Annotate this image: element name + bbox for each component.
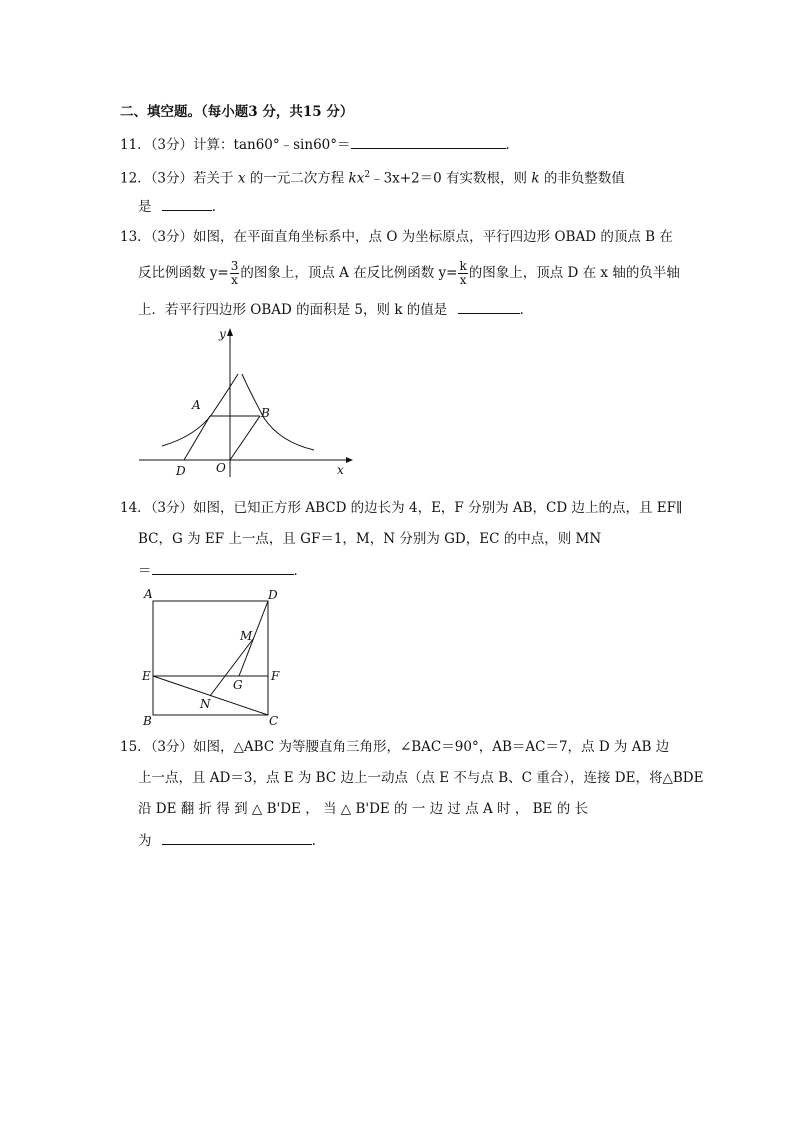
q11-end: ． bbox=[505, 137, 519, 153]
q11-number: 11． bbox=[120, 137, 151, 153]
q13-segment-AD bbox=[184, 416, 210, 460]
q13-frac2-den: x bbox=[459, 273, 467, 287]
q13-score: （3分） bbox=[150, 229, 194, 245]
question-15-line4 bbox=[138, 830, 325, 851]
question-14-line2 bbox=[138, 529, 601, 549]
q13-line3-end: ． bbox=[519, 302, 534, 318]
q14-segment-MN bbox=[210, 639, 253, 696]
question-15-line1 bbox=[120, 737, 669, 757]
q13-segment-BO bbox=[230, 416, 260, 460]
q13-label-B: B bbox=[261, 406, 270, 420]
q13-figure bbox=[134, 322, 354, 482]
section-title-text: 二、填空题。 bbox=[120, 104, 201, 120]
q12-var-x: x bbox=[237, 170, 246, 187]
q13-line3: 上．若平行四边形 OBAD 的面积是 5，则 k 的值是 bbox=[138, 302, 448, 318]
q14-label-B: B bbox=[143, 714, 152, 728]
q13-line2-post: 的图象上，顶点 D 在 x 轴的负半轴 bbox=[468, 265, 680, 281]
question-15-line3 bbox=[138, 799, 588, 819]
q14-number: 14． bbox=[120, 500, 151, 516]
q12-eq-rest: ﹣3x+2＝0 有实数根，则 bbox=[370, 170, 532, 187]
q12-eq-exp: 2 bbox=[364, 170, 371, 180]
q13-label-O: O bbox=[216, 461, 226, 475]
q14-score: （3分） bbox=[150, 500, 194, 516]
q14-label-D: D bbox=[268, 588, 278, 602]
q12-line2-pre: 是 bbox=[138, 199, 152, 215]
question-15-line2 bbox=[138, 768, 703, 788]
q14-label-M: M bbox=[240, 629, 253, 643]
q15-line4-end: ． bbox=[311, 833, 326, 849]
q14-label-N: N bbox=[200, 697, 211, 711]
q14-figure bbox=[140, 586, 288, 730]
q15-answer-blank[interactable] bbox=[162, 830, 312, 845]
q13-curve-right bbox=[242, 374, 314, 450]
q15-line2: 上一点，且 AD＝3，点 E 为 BC 边上一动点（点 E 不与点 B、C 重合），连接 DE，将△BDE bbox=[138, 770, 704, 786]
q14-label-E: E bbox=[142, 669, 151, 683]
q14-answer-blank[interactable] bbox=[152, 560, 294, 575]
q12-eq-k: kx bbox=[348, 170, 365, 187]
q13-x-arrow bbox=[346, 457, 353, 463]
q15-line3: 沿 DE 翻 折 得 到 △ B'DE ， 当 △ B'DE 的 一 边 过 点 A 时 ， BE 的 长 bbox=[138, 801, 588, 817]
q13-label-D: D bbox=[176, 464, 186, 478]
question-13-line2 bbox=[138, 258, 680, 288]
question-14-line3 bbox=[138, 560, 307, 581]
q12-p1: 若关于 bbox=[193, 170, 238, 187]
q13-line1: 如图，在平面直角坐标系中，点 O 为坐标原点，平行四边形 OBAD 的顶点 B 在 bbox=[193, 229, 673, 245]
q13-frac2-num: k bbox=[459, 259, 467, 273]
q14-line3-end: ． bbox=[293, 563, 307, 579]
q13-answer-blank[interactable] bbox=[458, 299, 520, 314]
q12-number: 12． bbox=[120, 170, 151, 187]
q14-line3-pre: ＝ bbox=[138, 563, 152, 579]
q12-p2: 的一元二次方程 bbox=[245, 170, 349, 187]
q14-label-G: G bbox=[233, 678, 243, 692]
q15-line4-pre: 为 bbox=[138, 833, 152, 849]
q13-line2-pre: 反比例函数 y= bbox=[138, 265, 229, 281]
q11-answer-blank[interactable] bbox=[351, 134, 506, 149]
q11-score: （3分） bbox=[150, 137, 194, 153]
question-12-line2 bbox=[138, 196, 225, 217]
question-13-line3 bbox=[138, 299, 533, 320]
q15-line1: 如图，△ABC 为等腰直角三角形，∠BAC＝90°，AB＝AC＝7，点 D 为 AB 边 bbox=[193, 739, 670, 755]
q12-var-k: k bbox=[531, 170, 540, 187]
section-title bbox=[120, 102, 353, 122]
q13-line2-mid: 的图象上，顶点 A 在反比例函数 y= bbox=[240, 265, 458, 281]
section-note: （每小题3 分，共15 分） bbox=[201, 104, 354, 120]
q15-number: 15． bbox=[120, 739, 151, 755]
q13-label-A: A bbox=[192, 398, 201, 412]
q13-fraction-2 bbox=[458, 260, 467, 287]
question-12-line1 bbox=[120, 165, 625, 189]
q14-square bbox=[153, 601, 268, 715]
q12-line2-end: ． bbox=[211, 199, 226, 215]
question-13-line1 bbox=[120, 227, 673, 247]
q13-label-x: x bbox=[337, 463, 344, 477]
q13-label-y: y bbox=[219, 327, 226, 341]
question-11 bbox=[120, 134, 519, 155]
q11-text: 计算：tan60°﹣sin60°＝ bbox=[193, 137, 351, 153]
q13-y-arrow bbox=[227, 328, 233, 336]
q13-number: 13． bbox=[120, 229, 151, 245]
q14-label-C: C bbox=[269, 714, 279, 728]
q13-frac1-num: 3 bbox=[230, 259, 239, 273]
q12-score: （3分） bbox=[150, 170, 194, 187]
q14-line2: BC，G 为 EF 上一点，且 GF＝1，M，N 分别为 GD，EC 的中点，则 MN bbox=[138, 531, 602, 547]
q14-label-A: A bbox=[144, 587, 153, 601]
q12-answer-blank[interactable] bbox=[162, 196, 212, 211]
q14-line1: 如图，已知正方形 ABCD 的边长为 4，E，F 分别为 AB，CD 边上的点，且 EF∥ bbox=[193, 500, 683, 516]
q12-p3: 的非负整数值 bbox=[539, 170, 625, 187]
q15-score: （3分） bbox=[150, 739, 194, 755]
q13-frac1-den: x bbox=[231, 273, 238, 287]
q13-fraction-1 bbox=[230, 260, 240, 287]
q14-label-F: F bbox=[271, 669, 280, 683]
question-14-line1 bbox=[120, 498, 682, 518]
